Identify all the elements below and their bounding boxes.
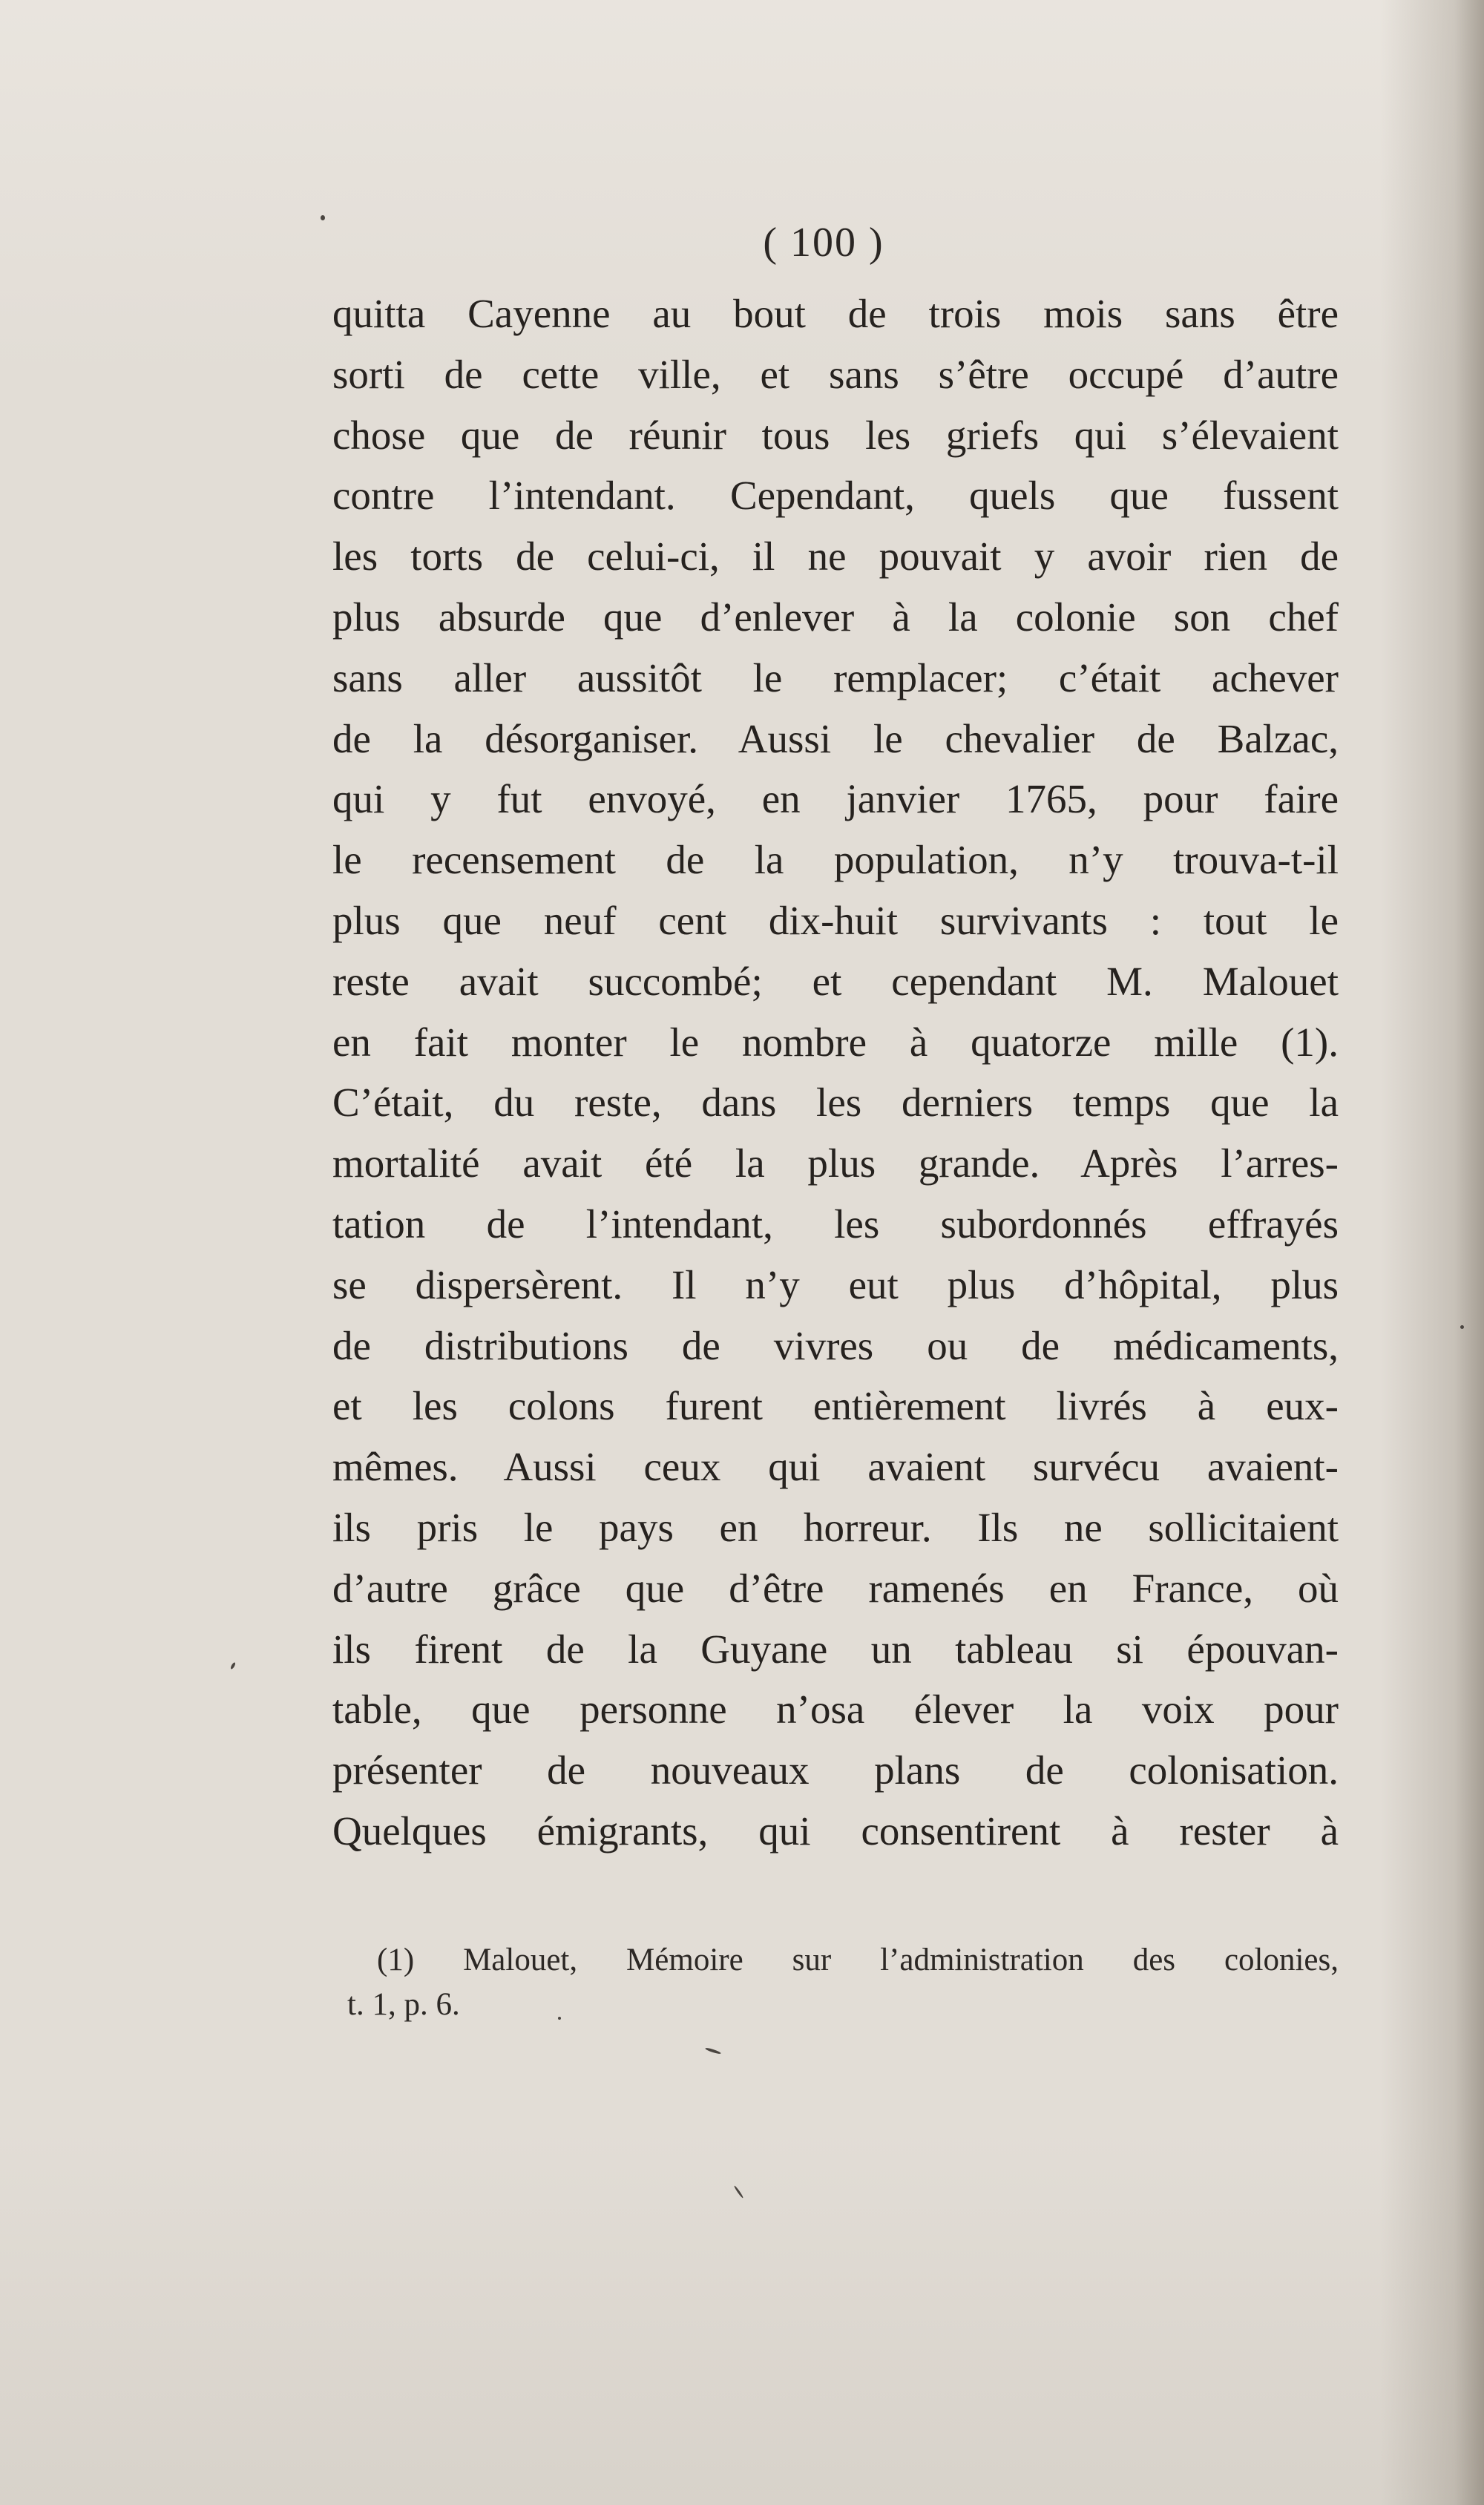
- body-line: ils pris le pays en horreur. Ils ne sollicitaient: [332, 1504, 1339, 1550]
- body-line: sorti de cette ville, et sans s’être occupé d’autre: [332, 351, 1339, 397]
- paper-speck: [1460, 1325, 1464, 1329]
- body-line: se dispersèrent. Il n’y eut plus d’hôpital, plus: [332, 1261, 1339, 1307]
- body-line: d’autre grâce que d’être ramenés en France, où: [332, 1565, 1339, 1611]
- body-text: [332, 283, 1339, 1862]
- body-line: présenter de nouveaux plans de colonisation.: [332, 1747, 1339, 1793]
- paper-speck: [705, 2047, 721, 2055]
- footnote-line: t. 1, p. 6.: [347, 1987, 460, 2022]
- body-line: contre l’intendant. Cependant, quels que fussent: [332, 473, 1339, 519]
- body-line: de distributions de vivres ou de médicaments,: [332, 1322, 1339, 1368]
- paper-speck: [230, 1662, 236, 1670]
- body-line: plus que neuf cent dix-huit survivants : tout le: [332, 897, 1339, 943]
- footnote-line: (1) Malouet, Mémoire sur l’administration des colonies,: [377, 1943, 1339, 1977]
- paper-speck: [558, 2017, 561, 2020]
- page-number: ( 100 ): [763, 220, 884, 266]
- body-line: Quelques émigrants, qui consentirent à rester à: [332, 1808, 1339, 1854]
- body-line: reste avait succombé; et cependant M. Malouet: [332, 958, 1339, 1004]
- body-line: le recensement de la population, n’y trouva-t-il: [332, 837, 1339, 883]
- body-line: tation de l’intendant, les subordonnés effrayés: [332, 1201, 1339, 1247]
- body-line: C’était, du reste, dans les derniers temps que la: [332, 1080, 1339, 1126]
- body-line: plus absurde que d’enlever à la colonie son chef: [332, 594, 1339, 640]
- body-line: chose que de réunir tous les griefs qui s’élevaient: [332, 412, 1339, 458]
- body-line: mortalité avait été la plus grande. Après l’arres-: [332, 1140, 1339, 1186]
- paper-speck: [321, 215, 325, 220]
- body-line: ils firent de la Guyane un tableau si épouvan-: [332, 1626, 1339, 1672]
- body-line: et les colons furent entièrement livrés à eux-: [332, 1383, 1339, 1429]
- body-line: quitta Cayenne au bout de trois mois sans être: [332, 291, 1339, 336]
- body-line: les torts de celui-ci, il ne pouvait y avoir rien de: [332, 533, 1339, 580]
- body-line: de la désorganiser. Aussi le chevalier de Balzac,: [332, 715, 1339, 761]
- body-line: en fait monter le nombre à quatorze mille (1).: [332, 1019, 1339, 1065]
- body-line: qui y fut envoyé, en janvier 1765, pour faire: [332, 776, 1339, 822]
- paper-speck: [734, 2185, 744, 2199]
- body-line: table, que personne n’osa élever la voix pour: [332, 1687, 1339, 1733]
- footnote: [347, 1938, 1339, 2027]
- body-line: mêmes. Aussi ceux qui avaient survécu avaient-: [332, 1444, 1339, 1490]
- body-line: sans aller aussitôt le remplacer; c’était achever: [332, 654, 1339, 700]
